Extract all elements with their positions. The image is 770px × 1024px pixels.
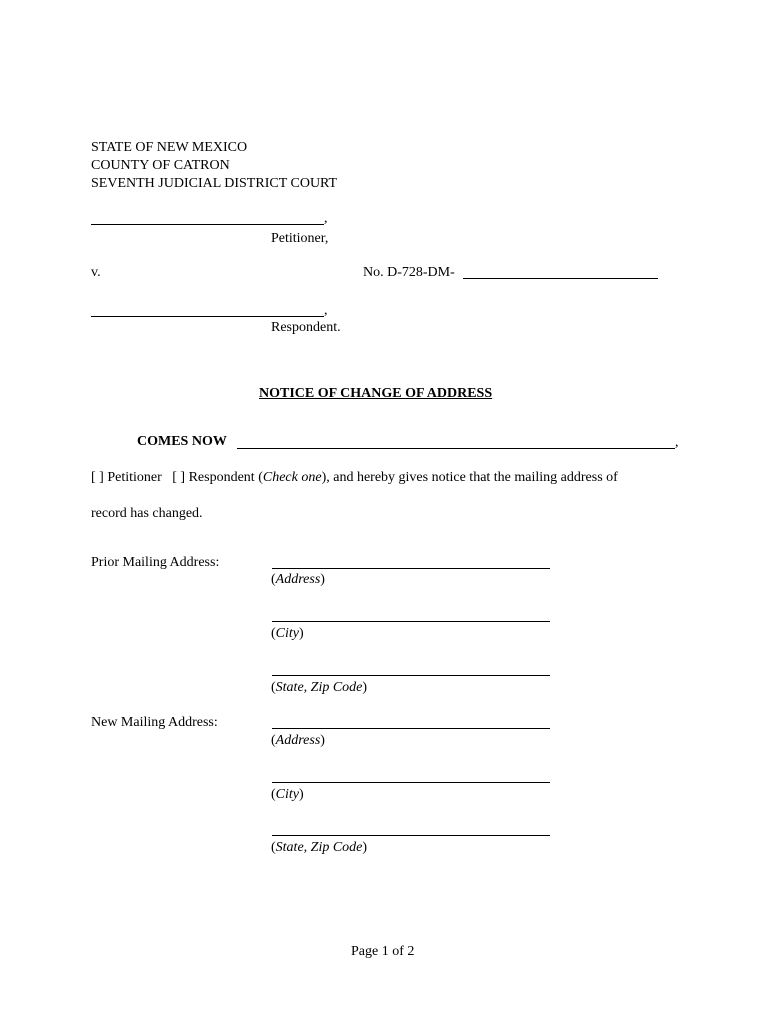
checkbox-sentence bbox=[91, 469, 618, 487]
prior-address-caption: (Address) bbox=[271, 572, 325, 587]
court-state: STATE OF NEW MEXICO bbox=[91, 140, 248, 155]
case-number-prefix: No. D-728-DM- bbox=[363, 265, 455, 280]
page-number: Page 1 of 2 bbox=[351, 944, 415, 959]
court-county: COUNTY OF CATRON bbox=[91, 158, 230, 173]
new-address-label: New Mailing Address: bbox=[91, 715, 218, 730]
petitioner-comma: , bbox=[324, 211, 328, 226]
respondent-label: Respondent. bbox=[271, 320, 341, 335]
new-state-zip-line[interactable] bbox=[272, 835, 550, 836]
comes-now-name-line[interactable] bbox=[237, 448, 675, 449]
check-one-open: ( bbox=[258, 470, 263, 485]
comes-now-comma: , bbox=[675, 435, 679, 450]
document-title: NOTICE OF CHANGE OF ADDRESS bbox=[259, 386, 493, 401]
prior-state-zip-caption: (State, Zip Code) bbox=[271, 680, 368, 695]
new-city-line[interactable] bbox=[272, 782, 550, 783]
new-address-line[interactable] bbox=[272, 728, 550, 729]
court-district: SEVENTH JUDICIAL DISTRICT COURT bbox=[91, 176, 338, 191]
respondent-name-line[interactable] bbox=[91, 316, 324, 317]
prior-city-line[interactable] bbox=[272, 621, 550, 622]
notice-text: ), and hereby gives notice that the mailing address of bbox=[321, 470, 618, 485]
new-city-caption: (City) bbox=[271, 787, 304, 802]
versus-label: v. bbox=[91, 265, 101, 280]
prior-address-label: Prior Mailing Address: bbox=[91, 555, 220, 570]
prior-state-zip-line[interactable] bbox=[272, 675, 550, 676]
new-state-zip-caption: (State, Zip Code) bbox=[271, 840, 368, 855]
case-number-line[interactable] bbox=[463, 278, 658, 279]
petitioner-label: Petitioner, bbox=[271, 231, 329, 246]
comes-now-label: COMES NOW bbox=[137, 434, 227, 449]
respondent-checkbox[interactable]: [ ] Respondent bbox=[172, 470, 255, 485]
prior-address-line[interactable] bbox=[272, 568, 550, 569]
check-one-label: Check one bbox=[262, 470, 322, 485]
respondent-comma: , bbox=[324, 303, 328, 318]
petitioner-checkbox[interactable]: [ ] Petitioner bbox=[91, 470, 162, 485]
notice-text-line2: record has changed. bbox=[91, 506, 203, 521]
petitioner-name-line[interactable] bbox=[91, 224, 324, 225]
new-address-caption: (Address) bbox=[271, 733, 325, 748]
prior-city-caption: (City) bbox=[271, 626, 304, 641]
